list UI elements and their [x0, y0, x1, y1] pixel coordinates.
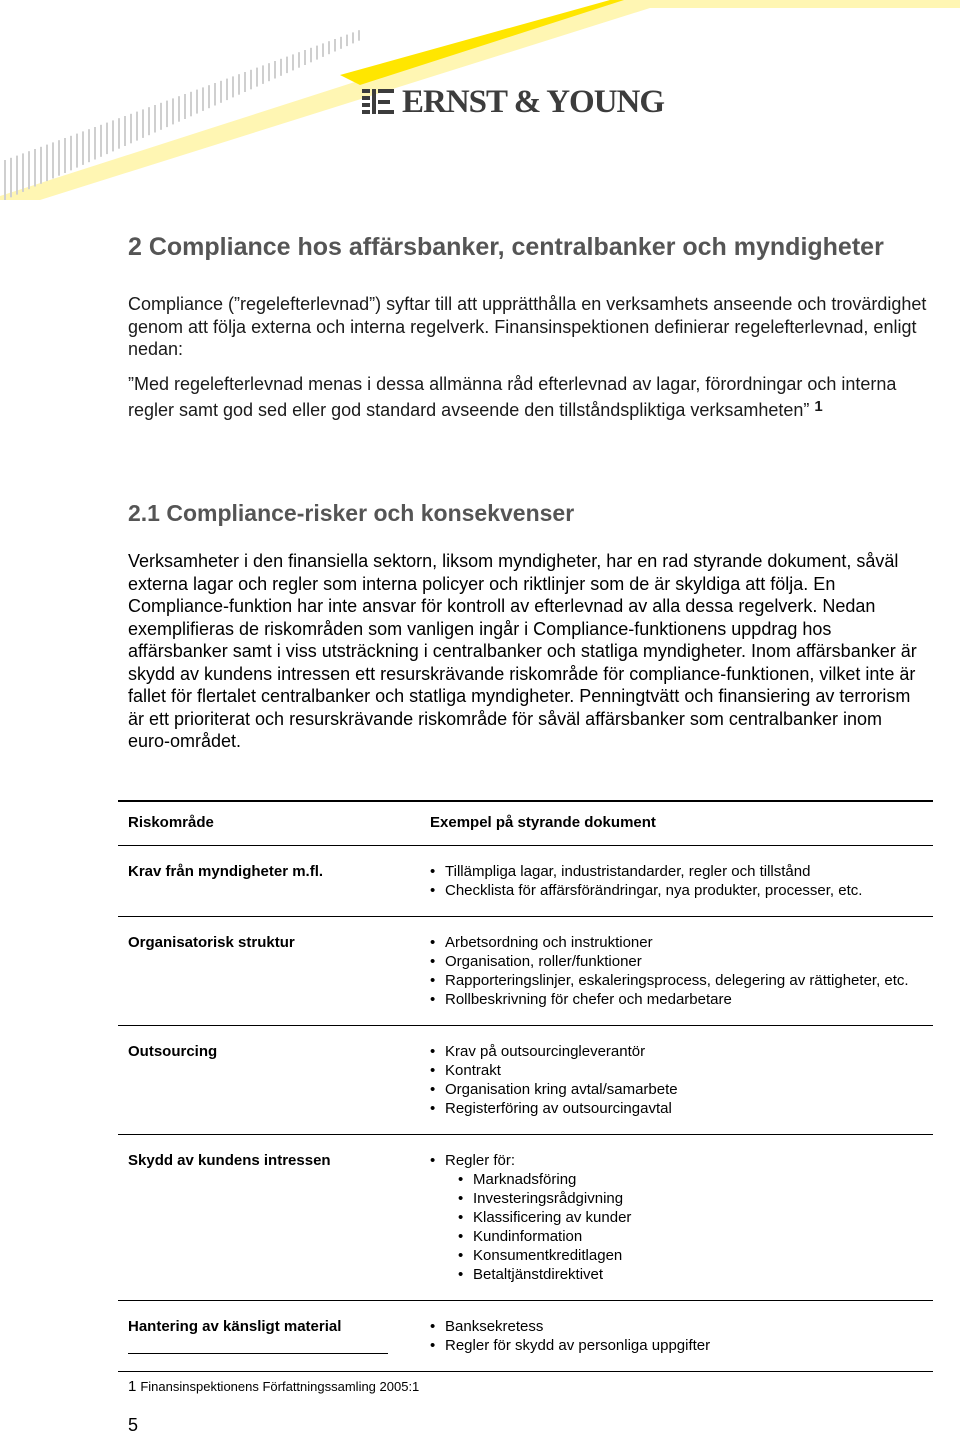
header-stripe [28, 151, 30, 189]
list-item: • Regler för skydd av personliga uppgifter [430, 1336, 933, 1355]
risk-area-cell: Hantering av känsligt material [128, 1318, 342, 1335]
ey-logo-icon [362, 87, 396, 117]
header-stripe [40, 147, 42, 184]
header-stripe [208, 85, 210, 108]
header-stripe [292, 54, 294, 70]
list-item: • Konsumentkreditlagen [458, 1246, 933, 1265]
header-stripe [286, 57, 288, 74]
list-item: • Investeringsrådgivning [458, 1189, 933, 1208]
header-stripe [88, 129, 90, 162]
header-stripe [76, 134, 78, 168]
header-stripe [202, 87, 204, 111]
list-item: • Banksekretess [430, 1317, 933, 1336]
header-stripe [46, 145, 48, 182]
document-list-cell [420, 1026, 933, 1135]
column-header-docs: Exempel på styrande dokument [430, 814, 656, 831]
header-stripe [130, 114, 132, 144]
list-item: • Registerföring av outsourcingavtal [430, 1099, 933, 1118]
header-stripe [340, 37, 342, 49]
header-stripe [106, 123, 108, 155]
column-header-area: Riskområde [128, 814, 214, 831]
header-stripe [310, 48, 312, 63]
table-row [118, 917, 933, 1026]
list-item: • Krav på outsourcingleverantör [430, 1042, 933, 1061]
header-stripe [64, 138, 66, 173]
quote-text: ”Med regelefterlevnad menas i dessa allmänna råd efterlevnad av lagar, förordningar och interna regler samt god sed eller god standard avseende den tillståndspliktiga verksamheten” [128, 374, 897, 420]
document-list-cell [420, 846, 933, 917]
footnote-reference: 1 [814, 397, 823, 415]
list-item: • Arbetsordning och instruktioner [430, 933, 933, 952]
logo-text: ERNST & YOUNG [402, 83, 665, 120]
header-stripe [94, 127, 96, 160]
header-stripe [160, 103, 162, 130]
header-stripe [10, 158, 12, 198]
header-stripe [178, 96, 180, 122]
header-stripe [256, 68, 258, 87]
list-item-lead: Regler för: [445, 1152, 516, 1169]
list-item: • Marknadsföring [458, 1170, 933, 1189]
header-stripe [214, 83, 216, 106]
header-stripe [196, 90, 198, 114]
footnote-divider [128, 1353, 388, 1354]
bullet-list [430, 862, 933, 900]
header-stripe [316, 46, 318, 60]
header-stripe [220, 81, 222, 103]
bullet-list [430, 1151, 933, 1284]
header-stripe [328, 41, 330, 54]
list-item: • Organisation kring avtal/samarbete [430, 1080, 933, 1099]
header-stripe [112, 120, 114, 151]
header-stripe [70, 136, 72, 171]
list-item: • Klassificering av kunder [458, 1208, 933, 1227]
table-row [118, 1026, 933, 1135]
header-stripe [232, 76, 234, 97]
subsection-heading: 2.1 Compliance-risker och konsekvenser [128, 500, 575, 526]
footnote-text: Finansinspektionens Författningssamling 2005:1 [140, 1379, 420, 1394]
footnote-number: 1 [128, 1378, 137, 1395]
header-stripe [304, 50, 306, 65]
header-stripe [136, 112, 138, 141]
header-stripe [166, 101, 168, 128]
footnote [128, 1378, 419, 1395]
list-item: • Organisation, roller/funktioner [430, 952, 933, 971]
header-stripe [346, 35, 348, 47]
risk-area-cell: Outsourcing [128, 1043, 218, 1060]
header-stripe [190, 92, 192, 117]
header-stripe [4, 160, 6, 200]
header-stripe [250, 70, 252, 90]
header-stripe [142, 109, 144, 137]
header-stripe [244, 72, 246, 92]
nested-bullet-list [458, 1170, 933, 1284]
header-stripe [334, 39, 336, 52]
quote-paragraph [128, 373, 928, 421]
list-item: • Betaltjänstdirektivet [458, 1265, 933, 1284]
risk-area-cell: Organisatorisk struktur [128, 934, 295, 951]
header-stripe [22, 153, 24, 192]
header-stripe [268, 63, 270, 81]
header-stripe [322, 43, 324, 57]
header-stripe [280, 59, 282, 76]
header-stripe [58, 140, 60, 176]
header-stripe [358, 30, 360, 41]
header-stripe [34, 149, 36, 187]
header-stripe [226, 79, 228, 101]
header-accent-beam [340, 0, 624, 85]
document-list-cell [420, 1301, 933, 1372]
header-stripe [274, 61, 276, 79]
header-stripe [298, 52, 300, 67]
header-stripe [352, 32, 354, 43]
risk-table-body [118, 846, 933, 1372]
header-stripe [82, 131, 84, 165]
page-number: 5 [128, 1415, 139, 1435]
section-heading: 2 Compliance hos affärsbanker, centralbanker och myndigheter [128, 233, 884, 261]
body-paragraph: Verksamheter i den finansiella sektorn, liksom myndigheter, har en rad styrande dokument, såväl externa lagar och regler som interna policyer och riktlinjer som de är skyldiga att följa. En Compliance-funktion har inte ansvar för kontroll av efterlevnad av alla dessa regelverk. Nedan exemplifieras de riskområden som vanligen ingår i Compliance-funktionens uppdrag hos affärsbanker samt i viss utsträckning i centralbanker och statliga myndigheter. Inom affärsbanker är skydd av kundens intressen ett resurskrävande riskområde för compliance-funktionen, vilket inte är fallet för flertalet centralbanker och statliga myndigheter. Penningtvätt och finansiering av terrorism är ett prioriterat och resurskrävande riskområde för såväl affärsbanker som centralbanker inom euro-området. [128, 551, 917, 751]
header-stripe [100, 125, 102, 157]
list-item: • Kundinformation [458, 1227, 933, 1246]
list-item: • Rollbeskrivning för chefer och medarbetare [430, 990, 933, 1009]
header-stripe [262, 65, 264, 84]
header-stripe [148, 107, 150, 135]
header-stripe [118, 118, 120, 149]
list-item: • Checklista för affärsförändringar, nya produkter, processer, etc. [430, 881, 933, 900]
bullet-list [430, 1042, 933, 1118]
table-row [118, 1135, 933, 1301]
intro-paragraph: Compliance (”regelefterlevnad”) syftar till att upprätthålla en verksamhets anseende och trovärdighet genom att följa externa och interna regelverk. Finansinspektionen definierar regelefterlevnad, enligt nedan: [128, 294, 927, 359]
bullet-list [430, 933, 933, 1009]
list-item [430, 1151, 933, 1284]
header-stripe [52, 142, 54, 178]
table-header-row [118, 801, 933, 846]
risk-area-cell: Krav från myndigheter m.fl. [128, 863, 324, 880]
risk-area-cell: Skydd av kundens intressen [128, 1152, 331, 1169]
document-list-cell [420, 1135, 933, 1301]
table-row [118, 846, 933, 917]
list-item: • Kontrakt [430, 1061, 933, 1080]
document-list-cell [420, 917, 933, 1026]
header-stripe [124, 116, 126, 146]
header-stripe [238, 74, 240, 95]
risk-table [118, 800, 933, 1372]
header-stripe [172, 98, 174, 124]
list-item: • Rapporteringslinjer, eskaleringsprocess, delegering av rättigheter, etc. [430, 971, 933, 990]
table-row [118, 1301, 933, 1372]
header-stripe [16, 156, 18, 195]
header-stripe [154, 105, 156, 133]
header-stripe [184, 94, 186, 119]
ernst-young-logo [362, 84, 664, 120]
list-item: • Tillämpliga lagar, industristandarder, regler och tillstånd [430, 862, 933, 881]
bullet-list [430, 1317, 933, 1355]
